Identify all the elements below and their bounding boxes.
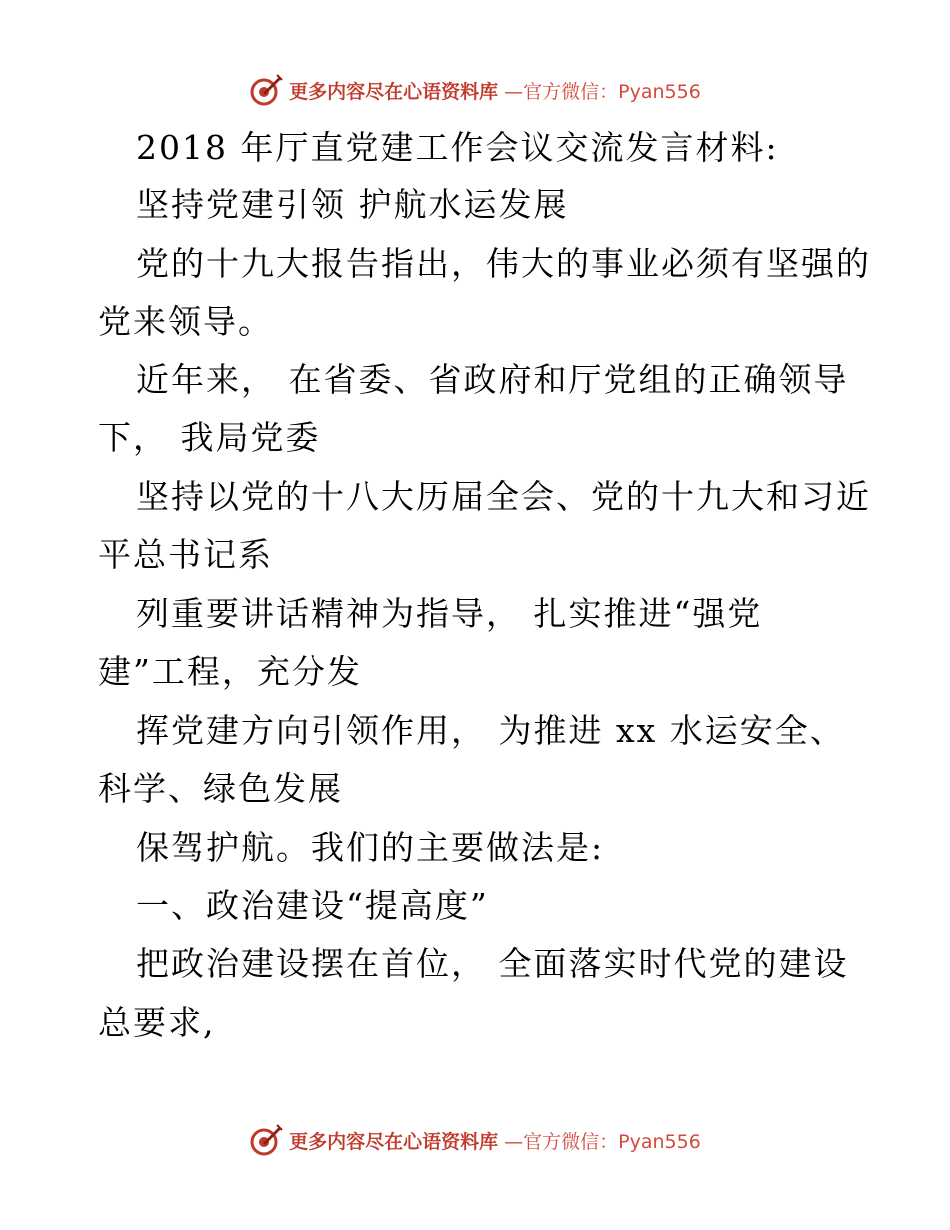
header-banner: [0, 70, 950, 110]
paragraph-line: 党的十九大报告指出，伟大的事业必须有坚强的: [136, 244, 871, 283]
banner-main-text: 更多内容尽在心语资料库: [289, 1130, 499, 1153]
paragraph-line: 坚持以党的十八大历届全会、党的十九大和习近: [136, 477, 871, 516]
paragraph-line: 近年来， 在省委、省政府和厅党组的正确领导: [136, 360, 849, 399]
paragraph-line: 列重要讲话精神为指导， 扎实推进“强党: [136, 594, 763, 633]
paragraph-line: 保驾护航。我们的主要做法是:: [136, 828, 605, 867]
banner-sub-text: —官方微信：Pyan556: [504, 80, 701, 103]
paragraph-line: 建”工程，充分发: [98, 652, 362, 691]
paragraph-line: 下， 我局党委: [98, 418, 321, 457]
banner-sub-text: —官方微信：Pyan556: [504, 1130, 701, 1153]
paragraph-line: 挥党建方向引领作用， 为推进 xx 水运安全、: [136, 711, 845, 750]
paragraph-line: 科学、绿色发展: [98, 769, 343, 808]
quill-pen-logo-icon: [249, 1123, 283, 1157]
section-heading-line: 一、政治建设“提高度”: [136, 886, 489, 925]
banner-main-text: 更多内容尽在心语资料库: [289, 80, 499, 103]
paragraph-line: 党来领导。: [98, 302, 273, 341]
footer-banner: [0, 1120, 950, 1160]
document-title-line: 2018 年厅直党建工作会议交流发言材料:: [136, 128, 779, 167]
paragraph-line: 把政治建设摆在首位， 全面落实时代党的建设: [136, 944, 849, 983]
document-subtitle-line: 坚持党建引领 护航水运发展: [136, 185, 569, 224]
quill-pen-logo-icon: [249, 73, 283, 107]
paragraph-line: 总要求,: [98, 1003, 216, 1042]
paragraph-line: 平总书记系: [98, 535, 273, 574]
